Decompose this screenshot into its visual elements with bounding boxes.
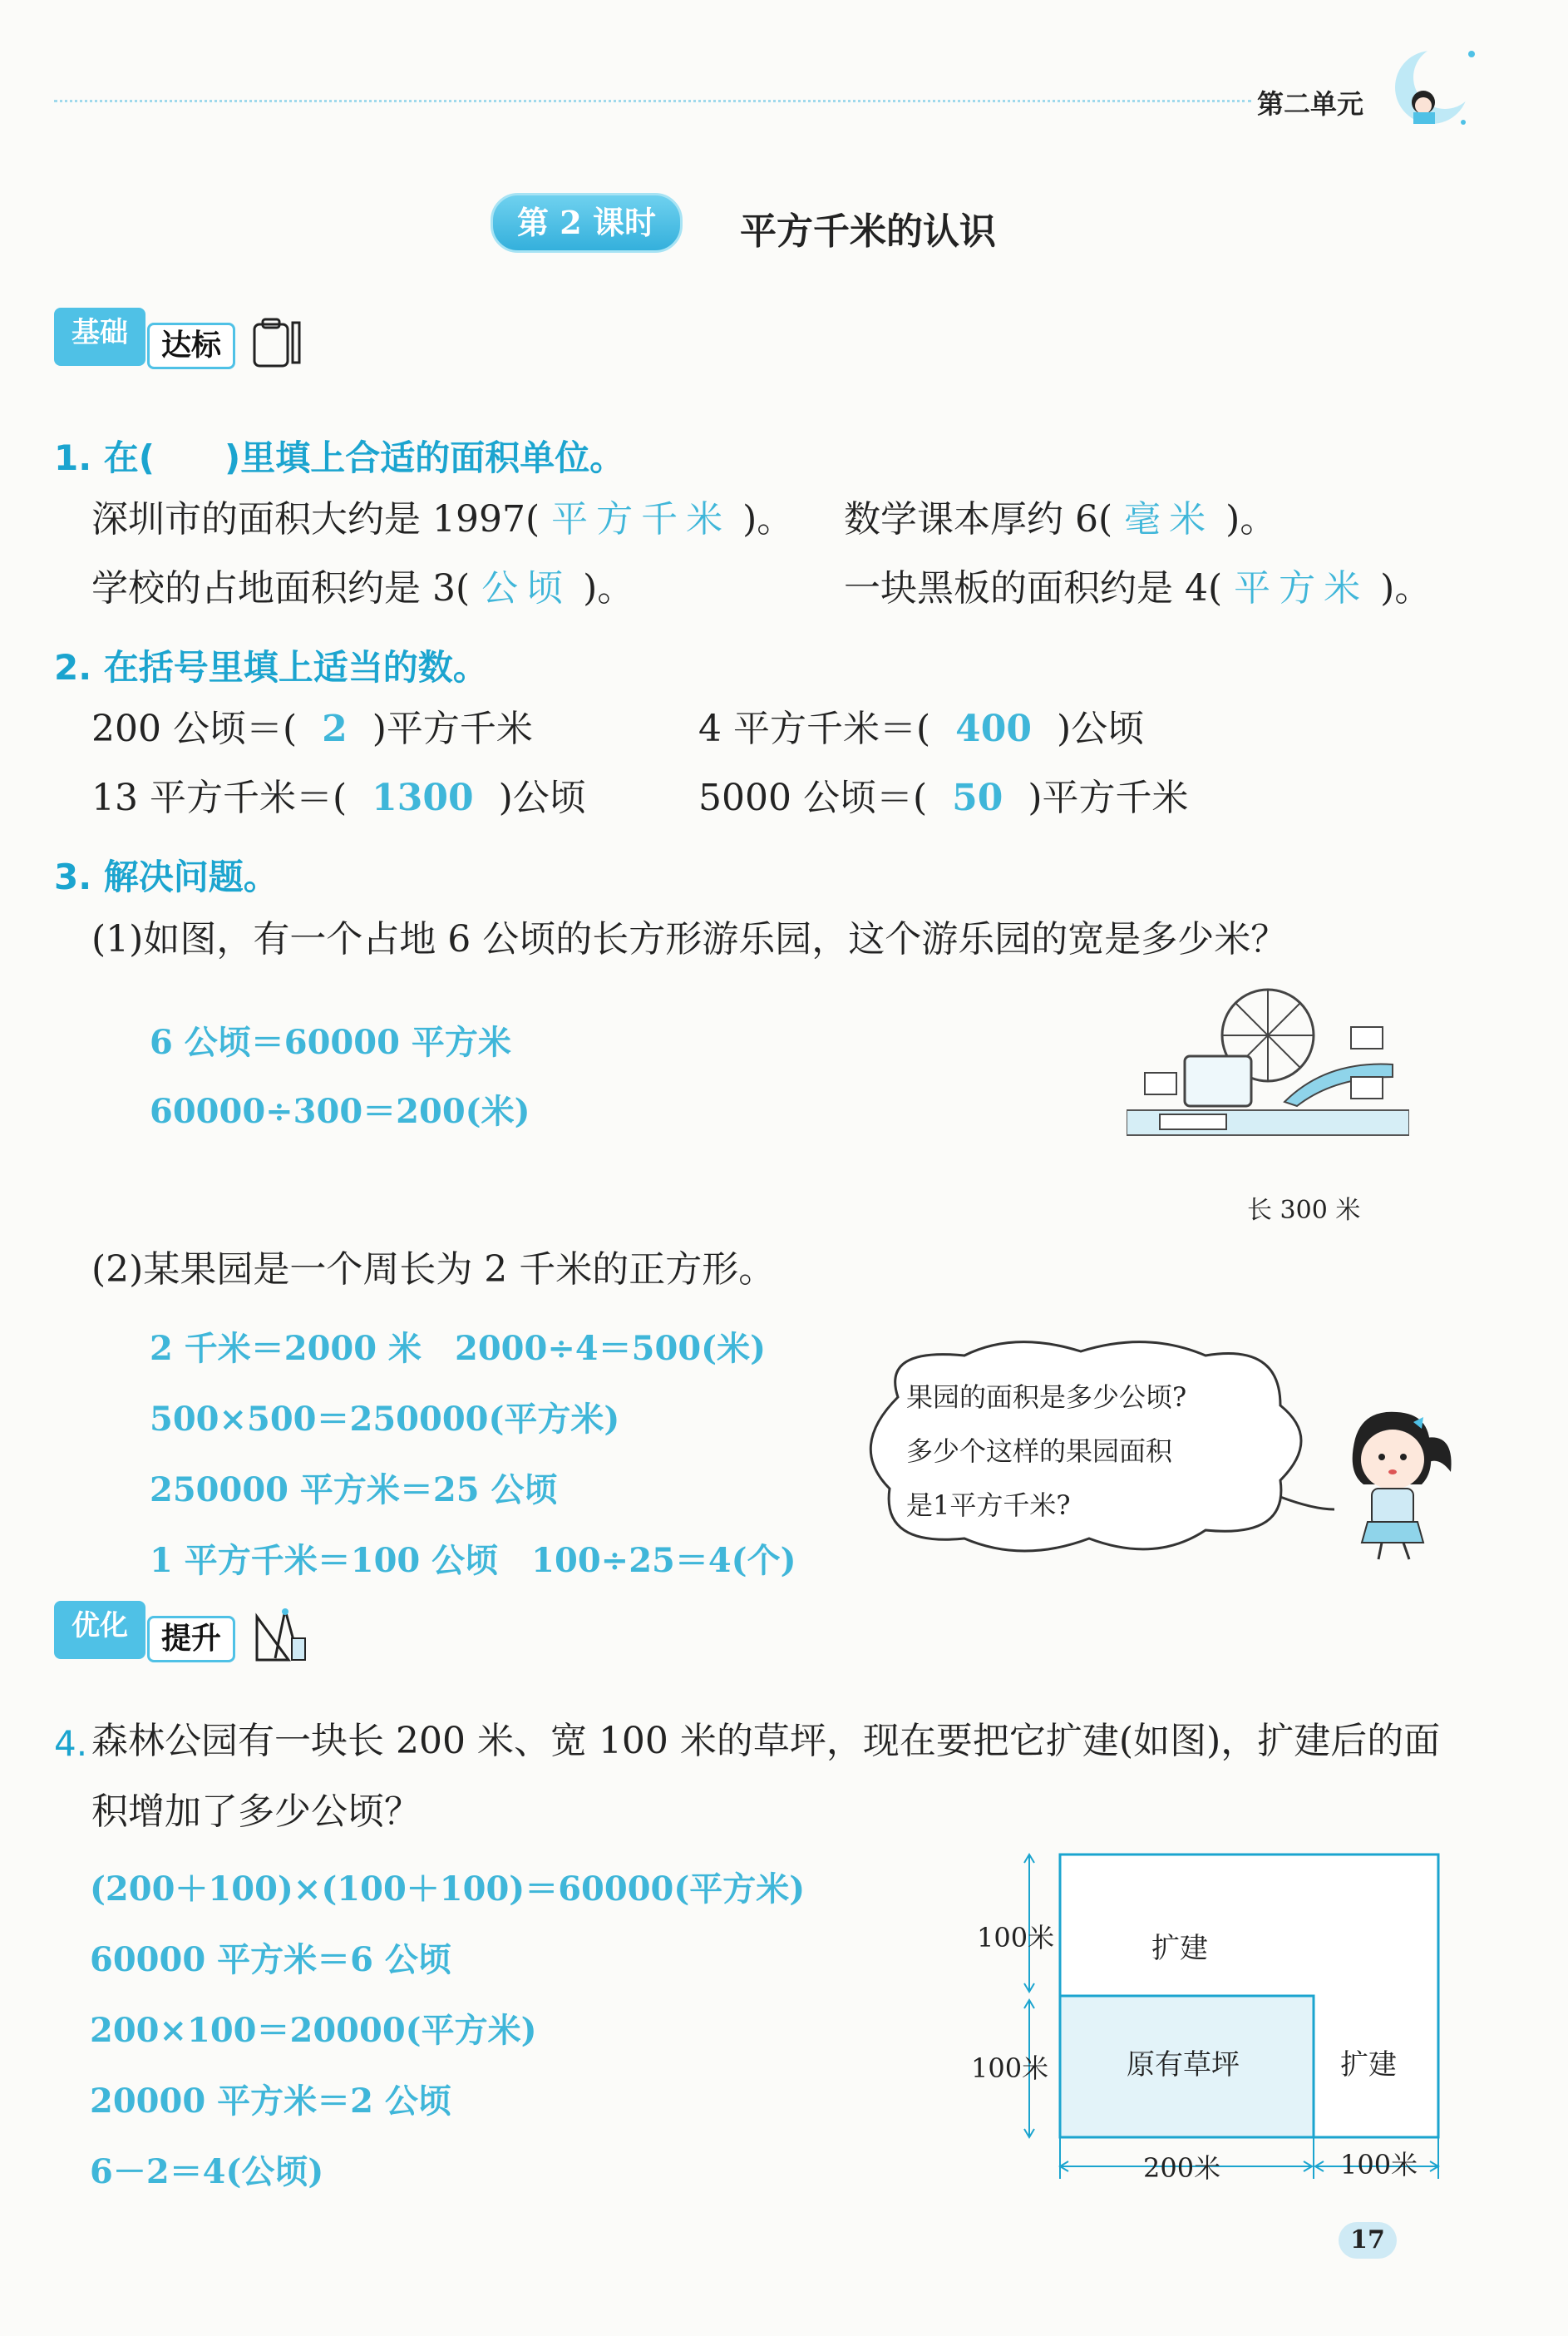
bubble-line-2: 多少个这样的果园面积 <box>906 1435 1173 1467</box>
section-tag-left-2: 优化 <box>54 1601 145 1659</box>
q2-a-pre: 200 公顷＝( <box>91 708 298 750</box>
q4-text-line-2: 积增加了多少公顷？ <box>91 1790 421 1833</box>
q1-item-c <box>91 567 634 610</box>
lesson-badge-text: 第 2 课时 <box>517 204 656 241</box>
q3-part2-work-1: 2 千米＝2000 米 2000÷4＝500(米) <box>150 1329 767 1368</box>
q1-d-answer: 平方米 <box>1234 567 1369 610</box>
diagram-height-bottom: 100米 <box>971 2052 1049 2084</box>
q2-b-answer: 400 <box>955 708 1033 750</box>
q4-work-2: 60000 平方米＝6 公顷 <box>90 1940 451 1979</box>
q4-work-3: 200×100＝20000(平方米) <box>90 2011 537 2050</box>
q4-number: 4. <box>54 1723 88 1764</box>
q1-b-post: )。 <box>1225 498 1277 541</box>
diagram-height-top: 100米 <box>977 1922 1055 1953</box>
q3-part1-work-2: 60000÷300＝200(米) <box>150 1092 530 1131</box>
bubble-line-1: 果园的面积是多少公顷? <box>906 1381 1187 1413</box>
q1-c-post: )。 <box>583 567 634 610</box>
q1-c-answer: 公顷 <box>481 567 572 610</box>
q1-a-post: )。 <box>742 498 794 541</box>
q1-c-pre: 学校的占地面积约是 3( <box>91 567 471 610</box>
q1-a-answer: 平方千米 <box>551 498 732 541</box>
q1-item-a <box>91 498 794 541</box>
page-number: 17 <box>1350 2225 1385 2255</box>
q2-item-b <box>698 708 1145 750</box>
bubble-line-3: 是1平方千米? <box>906 1489 1071 1521</box>
section-tag-right: 达标 <box>147 323 235 369</box>
q2-item-c <box>91 777 586 819</box>
q3-part2-work-2: 500×500＝250000(平方米) <box>150 1400 620 1439</box>
diagram-original-label: 原有草坪 <box>1127 2048 1240 2082</box>
page-number-badge <box>1339 2222 1397 2259</box>
section-tag-left: 基础 <box>54 308 145 366</box>
q3-part2-text: (2)某果园是一个周长为 2 千米的正方形。 <box>91 1248 776 1291</box>
q1-heading: 1. 在( )里填上合适的面积单位。 <box>54 437 625 478</box>
q2-b-post: )公顷 <box>1057 708 1145 750</box>
section-tag-right-2: 提升 <box>147 1616 235 1662</box>
q4-work-5: 6－2＝4(公顷) <box>90 2152 324 2191</box>
q2-d-post: )平方千米 <box>1028 777 1189 819</box>
q2-c-post: )公顷 <box>498 777 586 819</box>
q1-b-pre: 数学课本厚约 6( <box>844 498 1113 541</box>
q1-item-b <box>844 498 1277 541</box>
q3-part2-work-4: 1 平方千米＝100 公顷 100÷25＝4(个) <box>150 1541 796 1580</box>
diagram-right-label: 扩建 <box>1340 2048 1397 2082</box>
q3-part1-text: (1)如图，有一个占地 6 公顷的长方形游乐园，这个游乐园的宽是多少米？ <box>91 918 1288 961</box>
diagram-top-label: 扩建 <box>1151 1932 1208 1965</box>
clipboard-icon <box>249 314 308 373</box>
q3-part1-work-1: 6 公顷＝60000 平方米 <box>150 1023 511 1062</box>
lesson-title: 平方千米的认识 <box>740 210 996 253</box>
lesson-badge <box>491 193 683 253</box>
mascot-moon-icon <box>1380 29 1488 137</box>
q2-c-pre: 13 平方千米＝( <box>91 777 348 819</box>
diagram-width-right: 100米 <box>1340 2149 1418 2180</box>
q1-b-answer: 毫米 <box>1124 498 1215 541</box>
q2-a-answer: 2 <box>322 708 348 750</box>
q2-d-answer: 50 <box>952 777 1003 819</box>
q1-a-pre: 深圳市的面积大约是 1997( <box>91 498 540 541</box>
q2-item-a <box>91 708 533 750</box>
q1-d-pre: 一块黑板的面积约是 4( <box>844 567 1223 610</box>
ruler-compass-icon <box>252 1605 310 1665</box>
q3-part2-work-3: 250000 平方米＝25 公顷 <box>150 1470 558 1509</box>
amusement-park-illustration <box>1127 985 1409 1139</box>
girl-illustration <box>1330 1405 1455 1563</box>
q2-c-answer: 1300 <box>372 777 474 819</box>
q2-b-pre: 4 平方千米＝( <box>698 708 931 750</box>
q4-text-line-1: 森林公园有一块长 200 米、宽 100 米的草坪，现在要把它扩建(如图)，扩建后的面 <box>91 1720 1441 1762</box>
q2-a-post: )平方千米 <box>372 708 533 750</box>
header-divider <box>54 100 1251 102</box>
q2-item-d <box>698 777 1189 819</box>
unit-label: 第二单元 <box>1257 88 1364 120</box>
q3-heading: 3. 解决问题。 <box>54 857 279 897</box>
diagram-width-left: 200米 <box>1143 2152 1221 2184</box>
q1-d-post: )。 <box>1380 567 1432 610</box>
park-length-caption: 长 300 米 <box>1247 1196 1361 1225</box>
q2-d-pre: 5000 公顷＝( <box>698 777 928 819</box>
q4-work-4: 20000 平方米＝2 公顷 <box>90 2082 451 2121</box>
q2-heading: 2. 在括号里填上适当的数。 <box>54 647 488 688</box>
q4-work-1: (200＋100)×(100＋100)＝60000(平方米) <box>90 1869 806 1909</box>
q1-item-d <box>844 567 1432 610</box>
